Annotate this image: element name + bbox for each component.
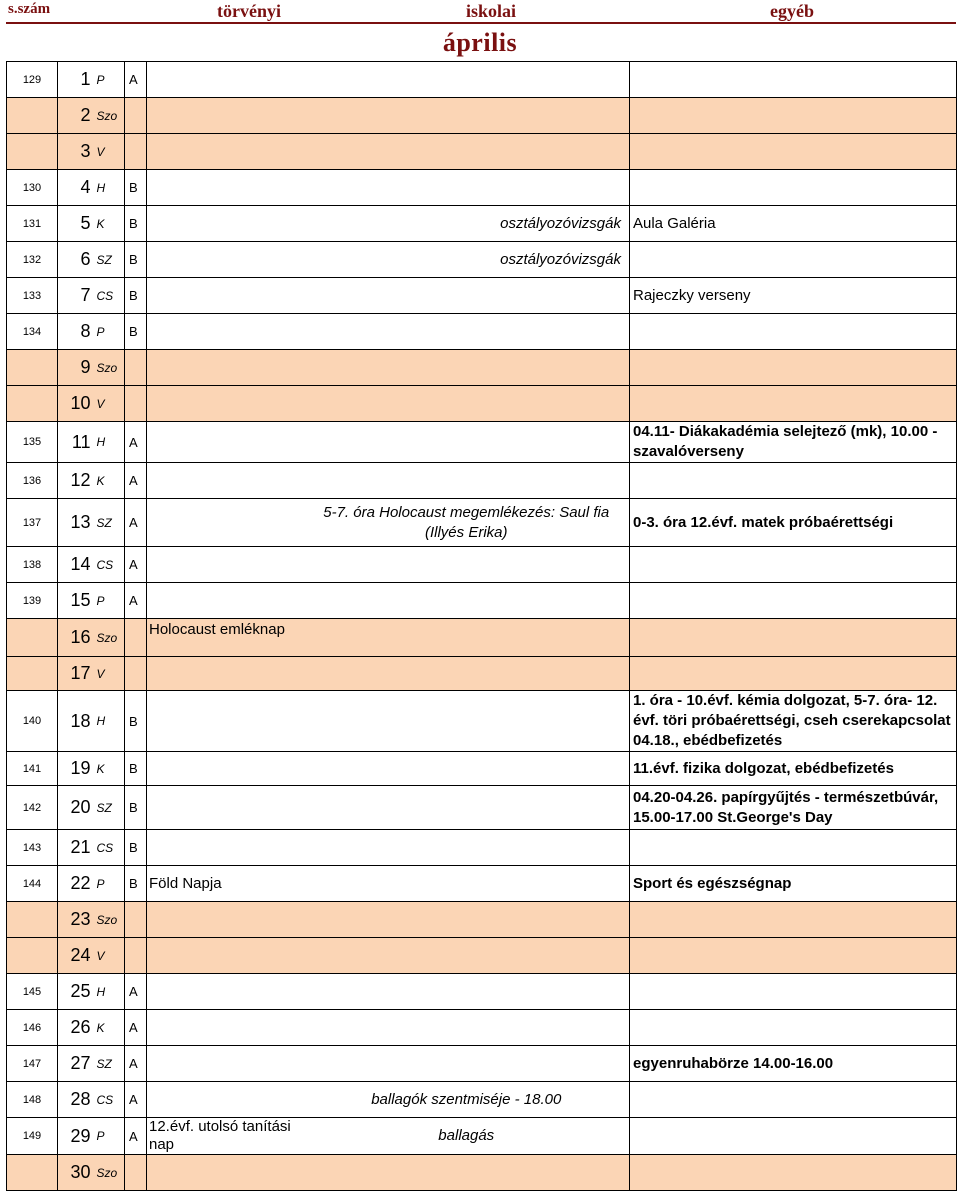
calendar-row — [7, 583, 957, 619]
calendar-table — [6, 61, 957, 1191]
day-number-cell: 29 — [58, 1118, 93, 1155]
day-number-cell: 12 — [58, 463, 93, 499]
sequence-number-cell — [7, 134, 58, 170]
statutory-event-cell — [147, 902, 304, 938]
sequence-number-cell: 137 — [7, 499, 58, 547]
weekday-cell: SZ — [93, 242, 125, 278]
week-ab-cell — [125, 657, 147, 691]
calendar-row — [7, 278, 957, 314]
school-event-cell: ballagók szentmiséje - 18.00 — [304, 1082, 630, 1118]
school-event-cell — [304, 691, 630, 752]
calendar-row — [7, 1010, 957, 1046]
column-header-bar — [0, 0, 960, 24]
other-event-cell: Aula Galéria — [630, 206, 957, 242]
other-event-cell — [630, 902, 957, 938]
calendar-row — [7, 619, 957, 657]
weekday-cell: CS — [93, 1082, 125, 1118]
calendar-row — [7, 657, 957, 691]
school-event-cell — [304, 62, 630, 98]
day-number-cell: 2 — [58, 98, 93, 134]
statutory-event-cell — [147, 691, 304, 752]
school-event-cell — [304, 752, 630, 786]
sequence-number-cell: 138 — [7, 547, 58, 583]
statutory-event-cell — [147, 1082, 304, 1118]
statutory-event-cell — [147, 463, 304, 499]
sequence-number-cell: 148 — [7, 1082, 58, 1118]
calendar-row — [7, 206, 957, 242]
day-number-cell: 1 — [58, 62, 93, 98]
week-ab-cell: B — [125, 691, 147, 752]
calendar-row — [7, 902, 957, 938]
calendar-row — [7, 1082, 957, 1118]
sequence-number-cell: 142 — [7, 786, 58, 830]
weekday-cell: H — [93, 422, 125, 463]
sequence-number-cell: 130 — [7, 170, 58, 206]
statutory-event-cell — [147, 583, 304, 619]
weekday-cell: Szo — [93, 619, 125, 657]
other-event-cell — [630, 1155, 957, 1191]
other-event-cell — [630, 242, 957, 278]
statutory-event-cell — [147, 278, 304, 314]
school-event-cell — [304, 866, 630, 902]
week-ab-cell: B — [125, 278, 147, 314]
school-event-cell — [304, 422, 630, 463]
week-ab-cell: B — [125, 830, 147, 866]
day-number-cell: 24 — [58, 938, 93, 974]
statutory-event-cell — [147, 62, 304, 98]
sequence-number-cell: 141 — [7, 752, 58, 786]
statutory-event-cell — [147, 422, 304, 463]
school-event-cell — [304, 98, 630, 134]
day-number-cell: 8 — [58, 314, 93, 350]
statutory-event-cell — [147, 974, 304, 1010]
sequence-number-cell: 135 — [7, 422, 58, 463]
day-number-cell: 19 — [58, 752, 93, 786]
weekday-cell: CS — [93, 547, 125, 583]
statutory-event-cell: Holocaust emléknap — [147, 619, 304, 657]
day-number-cell: 27 — [58, 1046, 93, 1082]
weekday-cell: SZ — [93, 1046, 125, 1082]
week-ab-cell — [125, 134, 147, 170]
school-event-cell — [304, 386, 630, 422]
calendar-row — [7, 752, 957, 786]
sequence-number-cell: 136 — [7, 463, 58, 499]
other-event-cell — [630, 619, 957, 657]
day-number-cell: 23 — [58, 902, 93, 938]
other-event-cell — [630, 974, 957, 1010]
header-school: iskolai — [466, 1, 517, 21]
calendar-row — [7, 547, 957, 583]
school-event-cell — [304, 1046, 630, 1082]
sequence-number-cell: 144 — [7, 866, 58, 902]
calendar-row — [7, 242, 957, 278]
sequence-number-cell: 147 — [7, 1046, 58, 1082]
calendar-row — [7, 1046, 957, 1082]
sequence-number-cell — [7, 619, 58, 657]
sequence-number-cell — [7, 350, 58, 386]
week-ab-cell: B — [125, 206, 147, 242]
week-ab-cell: B — [125, 866, 147, 902]
weekday-cell: SZ — [93, 499, 125, 547]
other-event-cell — [630, 830, 957, 866]
week-ab-cell: A — [125, 62, 147, 98]
statutory-event-cell — [147, 547, 304, 583]
other-event-cell — [630, 583, 957, 619]
calendar-row — [7, 691, 957, 752]
other-event-cell — [630, 547, 957, 583]
sequence-number-cell: 131 — [7, 206, 58, 242]
school-event-cell: osztályozóvizsgák — [304, 206, 630, 242]
statutory-event-cell — [147, 786, 304, 830]
sequence-number-cell: 145 — [7, 974, 58, 1010]
school-event-cell — [304, 938, 630, 974]
school-event-cell: ballagás — [304, 1118, 630, 1155]
school-event-cell — [304, 350, 630, 386]
school-event-cell — [304, 583, 630, 619]
weekday-cell: K — [93, 463, 125, 499]
other-event-cell: 11.évf. fizika dolgozat, ebédbefizetés — [630, 752, 957, 786]
sequence-number-cell — [7, 902, 58, 938]
day-number-cell: 30 — [58, 1155, 93, 1191]
sequence-number-cell: 146 — [7, 1010, 58, 1046]
week-ab-cell — [125, 619, 147, 657]
statutory-event-cell: 12.évf. utolsó tanítási nap — [147, 1118, 304, 1155]
school-event-cell — [304, 786, 630, 830]
school-event-cell — [304, 314, 630, 350]
other-event-cell — [630, 134, 957, 170]
other-event-cell — [630, 170, 957, 206]
day-number-cell: 21 — [58, 830, 93, 866]
other-event-cell: 04.20-04.26. papírgyűjtés - természetbúvár, 15.00-17.00 St.George's Day — [630, 786, 957, 830]
weekday-cell: V — [93, 938, 125, 974]
weekday-cell: P — [93, 866, 125, 902]
other-event-cell — [630, 938, 957, 974]
day-number-cell: 17 — [58, 657, 93, 691]
header-statutory: törvényi — [217, 1, 281, 21]
weekday-cell: H — [93, 170, 125, 206]
school-event-cell: 5-7. óra Holocaust megemlékezés: Saul fia (Illyés Erika) — [304, 499, 630, 547]
other-event-cell: Rajeczky verseny — [630, 278, 957, 314]
other-event-cell — [630, 1010, 957, 1046]
other-event-cell — [630, 1082, 957, 1118]
other-event-cell — [630, 98, 957, 134]
calendar-row — [7, 134, 957, 170]
calendar-row — [7, 314, 957, 350]
calendar-row — [7, 463, 957, 499]
sequence-number-cell: 134 — [7, 314, 58, 350]
day-number-cell: 14 — [58, 547, 93, 583]
weekday-cell: CS — [93, 830, 125, 866]
statutory-event-cell — [147, 134, 304, 170]
weekday-cell: Szo — [93, 1155, 125, 1191]
other-event-cell — [630, 1118, 957, 1155]
statutory-event-cell — [147, 350, 304, 386]
statutory-event-cell — [147, 386, 304, 422]
day-number-cell: 28 — [58, 1082, 93, 1118]
statutory-event-cell — [147, 206, 304, 242]
calendar-row — [7, 386, 957, 422]
weekday-cell: K — [93, 752, 125, 786]
week-ab-cell: B — [125, 752, 147, 786]
sequence-number-cell: 132 — [7, 242, 58, 278]
weekday-cell: V — [93, 134, 125, 170]
calendar-row — [7, 786, 957, 830]
day-number-cell: 3 — [58, 134, 93, 170]
day-number-cell: 15 — [58, 583, 93, 619]
day-number-cell: 6 — [58, 242, 93, 278]
day-number-cell: 4 — [58, 170, 93, 206]
week-ab-cell: B — [125, 170, 147, 206]
weekday-cell: V — [93, 386, 125, 422]
other-event-cell — [630, 657, 957, 691]
week-ab-cell — [125, 1155, 147, 1191]
week-ab-cell — [125, 938, 147, 974]
calendar-row — [7, 830, 957, 866]
weekday-cell: SZ — [93, 786, 125, 830]
week-ab-cell — [125, 386, 147, 422]
day-number-cell: 16 — [58, 619, 93, 657]
weekday-cell: P — [93, 62, 125, 98]
week-ab-cell — [125, 902, 147, 938]
statutory-event-cell — [147, 1155, 304, 1191]
week-ab-cell: B — [125, 786, 147, 830]
other-event-cell — [630, 386, 957, 422]
sequence-number-cell — [7, 657, 58, 691]
other-event-cell: 1. óra - 10.évf. kémia dolgozat, 5-7. óra- 12. évf. töri próbaérettségi, cseh cserekapcsolat 04.18., ebédbefizetés — [630, 691, 957, 752]
day-number-cell: 18 — [58, 691, 93, 752]
weekday-cell: H — [93, 974, 125, 1010]
other-event-cell — [630, 62, 957, 98]
other-event-cell — [630, 314, 957, 350]
week-ab-cell: A — [125, 974, 147, 1010]
calendar-row — [7, 499, 957, 547]
day-number-cell: 11 — [58, 422, 93, 463]
calendar-row — [7, 866, 957, 902]
week-ab-cell: A — [125, 1082, 147, 1118]
statutory-event-cell: Föld Napja — [147, 866, 304, 902]
day-number-cell: 5 — [58, 206, 93, 242]
statutory-event-cell — [147, 314, 304, 350]
sequence-number-cell: 143 — [7, 830, 58, 866]
sequence-number-cell — [7, 386, 58, 422]
other-event-cell — [630, 350, 957, 386]
school-event-cell — [304, 657, 630, 691]
calendar-row — [7, 98, 957, 134]
sequence-number-cell: 133 — [7, 278, 58, 314]
calendar-row — [7, 422, 957, 463]
weekday-cell: V — [93, 657, 125, 691]
weekday-cell: CS — [93, 278, 125, 314]
school-event-cell — [304, 1155, 630, 1191]
statutory-event-cell — [147, 170, 304, 206]
sequence-number-cell: 139 — [7, 583, 58, 619]
sequence-number-cell — [7, 1155, 58, 1191]
weekday-cell: K — [93, 1010, 125, 1046]
sequence-number-cell: 149 — [7, 1118, 58, 1155]
weekday-cell: P — [93, 583, 125, 619]
statutory-event-cell — [147, 938, 304, 974]
school-event-cell — [304, 619, 630, 657]
week-ab-cell: A — [125, 1046, 147, 1082]
week-ab-cell: A — [125, 499, 147, 547]
statutory-event-cell — [147, 830, 304, 866]
calendar-row — [7, 974, 957, 1010]
school-event-cell — [304, 902, 630, 938]
day-number-cell: 20 — [58, 786, 93, 830]
weekday-cell: K — [93, 206, 125, 242]
other-event-cell: 0-3. óra 12.évf. matek próbaérettségi — [630, 499, 957, 547]
calendar-row — [7, 62, 957, 98]
weekday-cell: H — [93, 691, 125, 752]
week-ab-cell: A — [125, 422, 147, 463]
header-sequence-number: s.szám — [8, 1, 51, 17]
school-event-cell — [304, 170, 630, 206]
calendar-row — [7, 1118, 957, 1155]
sequence-number-cell: 140 — [7, 691, 58, 752]
school-event-cell — [304, 463, 630, 499]
weekday-cell: P — [93, 1118, 125, 1155]
school-event-cell — [304, 974, 630, 1010]
school-event-cell — [304, 547, 630, 583]
calendar-row — [7, 350, 957, 386]
school-event-cell — [304, 278, 630, 314]
weekday-cell: Szo — [93, 350, 125, 386]
day-number-cell: 10 — [58, 386, 93, 422]
week-ab-cell: A — [125, 583, 147, 619]
header-divider — [6, 22, 956, 24]
statutory-event-cell — [147, 657, 304, 691]
school-event-cell — [304, 1010, 630, 1046]
other-event-cell — [630, 463, 957, 499]
weekday-cell: P — [93, 314, 125, 350]
day-number-cell: 13 — [58, 499, 93, 547]
other-event-cell: Sport és egészségnap — [630, 866, 957, 902]
weekday-cell: Szo — [93, 98, 125, 134]
week-ab-cell — [125, 98, 147, 134]
day-number-cell: 7 — [58, 278, 93, 314]
other-event-cell: egyenruhabörze 14.00-16.00 — [630, 1046, 957, 1082]
week-ab-cell: A — [125, 1118, 147, 1155]
weekday-cell: Szo — [93, 902, 125, 938]
day-number-cell: 9 — [58, 350, 93, 386]
calendar-row — [7, 1155, 957, 1191]
day-number-cell: 26 — [58, 1010, 93, 1046]
day-number-cell: 22 — [58, 866, 93, 902]
statutory-event-cell — [147, 242, 304, 278]
calendar-row — [7, 938, 957, 974]
calendar-row — [7, 170, 957, 206]
school-event-cell — [304, 134, 630, 170]
school-event-cell — [304, 830, 630, 866]
month-title: április — [442, 28, 518, 57]
statutory-event-cell — [147, 752, 304, 786]
statutory-event-cell — [147, 1010, 304, 1046]
week-ab-cell: B — [125, 242, 147, 278]
sequence-number-cell — [7, 98, 58, 134]
day-number-cell: 25 — [58, 974, 93, 1010]
statutory-event-cell — [147, 1046, 304, 1082]
week-ab-cell: A — [125, 1010, 147, 1046]
sequence-number-cell — [7, 938, 58, 974]
statutory-event-cell — [147, 499, 304, 547]
sequence-number-cell: 129 — [7, 62, 58, 98]
week-ab-cell: A — [125, 463, 147, 499]
school-event-cell: osztályozóvizsgák — [304, 242, 630, 278]
week-ab-cell: A — [125, 547, 147, 583]
other-event-cell: 04.11- Diákakadémia selejtező (mk), 10.00 - szavalóverseny — [630, 422, 957, 463]
week-ab-cell: B — [125, 314, 147, 350]
week-ab-cell — [125, 350, 147, 386]
header-other: egyéb — [770, 1, 814, 21]
statutory-event-cell — [147, 98, 304, 134]
